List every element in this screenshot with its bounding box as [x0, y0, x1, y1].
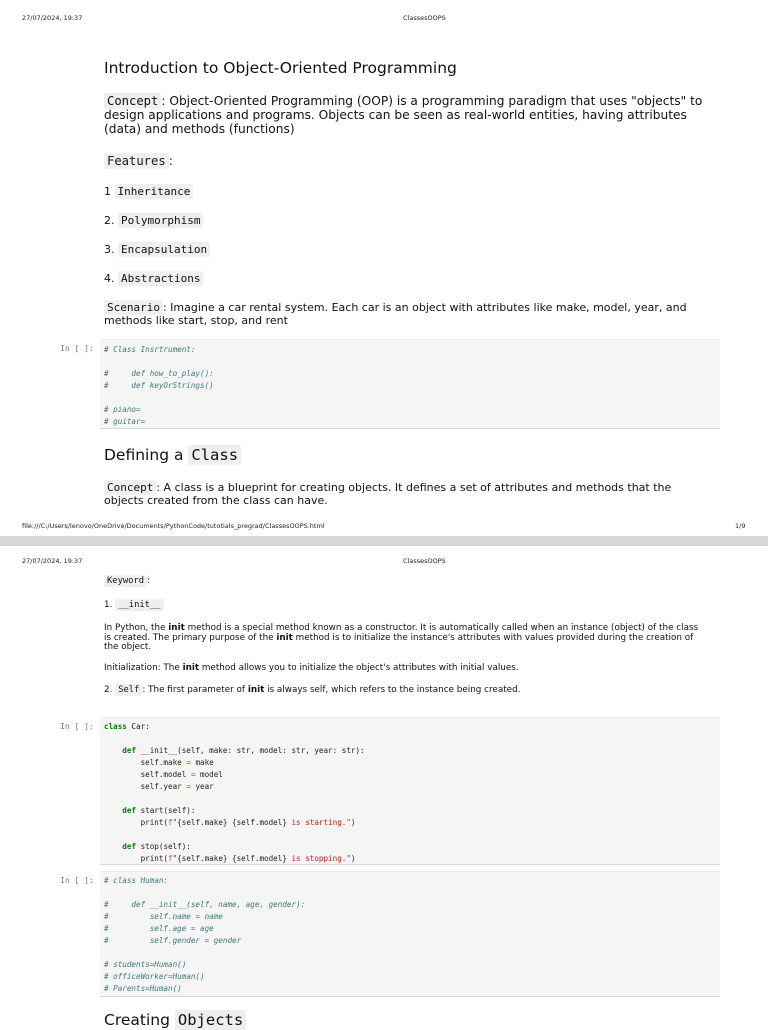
print-header-title: ClassesOOPS: [403, 14, 446, 22]
bold-term: init: [247, 685, 265, 695]
text-run: Initialization: The: [104, 663, 183, 673]
code-line: # self.gender = gender: [104, 936, 242, 945]
feature-name: Encapsulation: [118, 242, 210, 257]
scenario-label: Scenario: [104, 300, 163, 315]
feature-name: Abstractions: [118, 271, 203, 286]
text-run: : The first parameter of: [142, 685, 248, 695]
print-header-date: 27/07/2024, 19:37: [22, 14, 83, 22]
initialization-paragraph: [104, 663, 519, 673]
scenario-text: : Imagine a car rental system. Each car is an object with attributes like make, model, year, and methods like start, stop, and rent: [104, 301, 687, 327]
item-code: __init__: [115, 599, 163, 611]
text-run: is always self, which refers to the instance being created.: [264, 685, 521, 695]
code-cell-instrument[interactable]: [100, 339, 720, 429]
feature-item-2: [104, 214, 203, 227]
cell-prompt: In [ ]:: [60, 722, 94, 731]
bold-term: init: [168, 623, 185, 633]
page-break: [0, 536, 768, 546]
item-number: 1.: [104, 600, 116, 610]
feature-number: 3.: [104, 243, 118, 256]
class-concept-label: Concept: [104, 480, 156, 495]
feature-item-3: [104, 243, 210, 256]
code-line: # officeWorker=Human(): [104, 972, 205, 981]
print-header-title: ClassesOOPS: [403, 557, 446, 565]
features-heading: [104, 154, 173, 168]
feature-item-1: [104, 185, 193, 198]
feature-number: 2.: [104, 214, 118, 227]
code-line: # piano=: [104, 405, 141, 414]
class-concept-paragraph: [104, 481, 704, 507]
heading-code: Objects: [175, 1010, 246, 1030]
code-line: # def keyOrStrings(): [104, 381, 214, 390]
text-run: method is to initialize the instance's attributes with values provided during the creation of the object.: [104, 632, 694, 652]
code-line: # guitar=: [104, 417, 146, 426]
code-block: [100, 340, 720, 432]
feature-item-4: [104, 272, 203, 285]
code-block: class Car: def __init__(self, make: str, model: str, year: str): self.make = make self.model = model self.year = year def start(self): print(f"{self.make} {self.model} is starting.") def stop(self): print(f"{self.make} {self.model} is stopping."): [104, 722, 365, 863]
cell-prompt: In [ ]:: [60, 344, 94, 353]
features-label: Features: [104, 153, 169, 169]
print-footer-path: file:///C:/Users/lenovo/OneDrive/Documents/PythonCode/tutotials_pregrad/ClassesOOPS.html: [22, 522, 325, 530]
concept-paragraph: [104, 94, 714, 136]
init-paragraph: [104, 624, 704, 653]
code-line: # Class Insrtrument:: [104, 345, 196, 354]
cell-prompt: In [ ]:: [60, 876, 94, 885]
print-header-date: 27/07/2024, 19:37: [22, 557, 83, 565]
section-heading-defining-class: [104, 446, 241, 464]
code-line: # self.name = name: [104, 912, 223, 921]
bold-term: init: [182, 663, 200, 673]
keyword-label: Keyword: [104, 575, 147, 587]
code-line: # def how_to_play():: [104, 369, 214, 378]
keyword-item-2: [104, 685, 520, 695]
keyword-item-1: [104, 600, 164, 610]
code-line: # def __init__(self, name, age, gender):: [104, 900, 306, 909]
bold-term: init: [276, 632, 293, 643]
code-cell-car-class[interactable]: [100, 717, 720, 865]
text-run: method is a special method known as a constructor. It is automatically called when an instance (object) of the class is created. The primary purpose of the: [104, 623, 699, 643]
heading-text: Defining a: [104, 446, 189, 464]
text-run: In Python, the: [104, 623, 169, 633]
feature-name: Polymorphism: [118, 213, 203, 228]
code-block: [100, 872, 720, 998]
class-concept-text: : A class is a blueprint for creating objects. It defines a set of attributes and methods that the objects created from the class can have.: [104, 481, 672, 507]
code-line: # self.age = age: [104, 924, 214, 933]
keyword-heading: [104, 576, 150, 586]
section-heading-creating-objects: [104, 1011, 246, 1029]
code-line: # Parents=Human(): [104, 984, 182, 993]
feature-number: 1: [104, 185, 115, 198]
concept-text: : Object-Oriented Programming (OOP) is a programming paradigm that uses "objects" to design applications and programs. Objects can be seen as real-world entities, having attributes (data) and methods (functions): [104, 94, 703, 136]
feature-number: 4.: [104, 272, 118, 285]
concept-label: Concept: [104, 93, 161, 109]
feature-name: Inheritance: [115, 184, 194, 199]
text-run: method allows you to initialize the object's attributes with initial values.: [199, 663, 519, 673]
code-line: # class Human:: [104, 876, 169, 885]
keyword-colon: :: [147, 576, 151, 586]
code-line: # students=Human(): [104, 960, 187, 969]
heading-text: Creating: [104, 1011, 175, 1029]
code-cell-human-class[interactable]: [100, 871, 720, 997]
scenario-paragraph: [104, 301, 704, 327]
heading-code: Class: [188, 445, 241, 465]
page-title: Introduction to Object-Oriented Programming: [104, 59, 457, 77]
item-number: 2.: [104, 685, 116, 695]
print-footer-page: 1/9: [735, 522, 746, 530]
features-colon: :: [168, 154, 173, 168]
item-code: Self: [115, 684, 142, 696]
